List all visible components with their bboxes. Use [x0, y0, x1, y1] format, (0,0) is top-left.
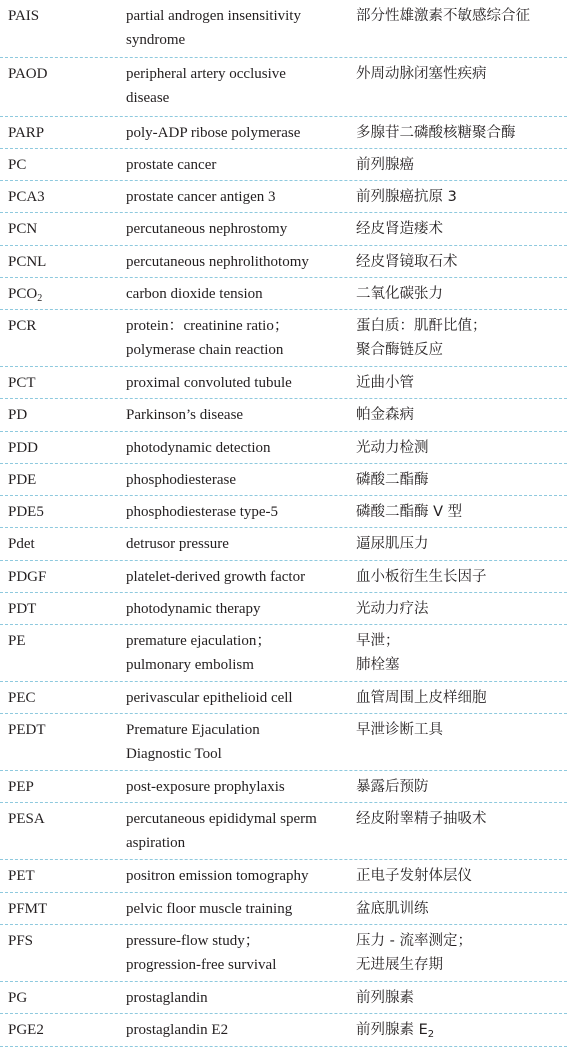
chinese-term: 光动力检测 [356, 440, 429, 456]
abbreviation: PC [8, 157, 27, 173]
table-row [0, 117, 567, 149]
abbreviation: PET [8, 868, 35, 884]
english-term: photodynamic detection [126, 440, 271, 456]
chinese-term: 压力 - 流率测定； 无进展生存期 [356, 933, 472, 973]
abbreviation: PAIS [8, 8, 40, 24]
english-term: partial androgen insensitivity syndrome [126, 8, 301, 48]
table-row [0, 982, 567, 1014]
table-row [0, 496, 567, 528]
english-term: prostate cancer [126, 157, 217, 173]
english-term: peripheral artery occlusive disease [126, 66, 286, 106]
table-row [0, 528, 567, 561]
english-term: Parkinson’s disease [126, 407, 244, 423]
abbreviation: PD [8, 407, 28, 423]
table-row [0, 803, 567, 860]
abbreviation: PCR [8, 318, 37, 334]
abbreviation: PCNL [8, 254, 47, 270]
english-term: percutaneous nephrolithotomy [126, 254, 309, 270]
table-row [0, 893, 567, 925]
abbreviation: PDE5 [8, 504, 44, 520]
table-row [0, 925, 567, 982]
chinese-term: 暴露后预防 [356, 779, 429, 795]
table-row [0, 58, 567, 117]
abbreviation: PARP [8, 125, 45, 141]
table-row [0, 625, 567, 682]
chinese-term: 磷酸二酯酶 [356, 472, 429, 488]
abbreviation: PDT [8, 601, 37, 617]
english-term: phosphodiesterase [126, 472, 236, 488]
chinese-term: 早泄诊断工具 [356, 722, 443, 738]
table-row [0, 213, 567, 246]
chinese-term: 多腺苷二磷酸核糖聚合酶 [356, 125, 516, 141]
chinese-term: 二氧化碳张力 [356, 286, 443, 302]
table-row [0, 149, 567, 181]
abbreviation: PEDT [8, 722, 46, 738]
abbreviation: PDD [8, 440, 39, 456]
abbreviation: PFMT [8, 901, 48, 917]
table-row [0, 310, 567, 367]
english-term: prostate cancer antigen 3 [126, 189, 276, 205]
english-term: post-exposure prophylaxis [126, 779, 285, 795]
abbreviation: PG [8, 990, 28, 1006]
english-term: Premature Ejaculation Diagnostic Tool [126, 722, 260, 762]
english-term: protein：creatinine ratio； polymerase chain reaction [126, 318, 289, 358]
chinese-term: 光动力疗法 [356, 601, 429, 617]
abbreviation: PESA [8, 811, 45, 827]
chinese-term: 盆底肌训练 [356, 901, 429, 917]
english-term: phosphodiesterase type-5 [126, 504, 279, 520]
chinese-term: 经皮肾造瘘术 [356, 221, 443, 237]
abbreviation: PFS [8, 933, 34, 949]
table-row [0, 464, 567, 496]
chinese-term: 前列腺癌 [356, 157, 414, 173]
table-row [0, 561, 567, 593]
abbreviation: Pdet [8, 536, 35, 552]
abbreviation: PCN [8, 221, 38, 237]
english-term: premature ejaculation； pulmonary embolism [126, 633, 272, 673]
chinese-term: 磷酸二酯酶 V 型 [356, 504, 463, 520]
chinese-term: 帕金森病 [356, 407, 414, 423]
english-term: positron emission tomography [126, 868, 309, 884]
english-term: photodynamic therapy [126, 601, 261, 617]
abbreviation: PAOD [8, 66, 48, 82]
english-term: prostaglandin [126, 990, 208, 1006]
abbreviation: PDE [8, 472, 37, 488]
english-term: perivascular epithelioid cell [126, 690, 293, 706]
chinese-term: 近曲小管 [356, 375, 414, 391]
english-term: percutaneous nephrostomy [126, 221, 288, 237]
chinese-term: 前列腺癌抗原 3 [356, 189, 457, 205]
english-term: pressure-flow study； progression-free survival [126, 933, 277, 973]
chinese-term: 早泄； 肺栓塞 [356, 633, 400, 673]
chinese-term: 前列腺素 [356, 990, 414, 1006]
abbreviation: PEP [8, 779, 34, 795]
table-row [0, 714, 567, 771]
abbreviation: PEC [8, 690, 36, 706]
table-row [0, 246, 567, 278]
table-row [0, 593, 567, 625]
abbreviation: PCT [8, 375, 36, 391]
table-row [0, 432, 567, 464]
table-row [0, 367, 567, 399]
chinese-term: 逼尿肌压力 [356, 536, 429, 552]
english-term: proximal convoluted tubule [126, 375, 292, 391]
english-term: detrusor pressure [126, 536, 229, 552]
table-row [0, 860, 567, 893]
chinese-term: 经皮肾镜取石术 [356, 254, 458, 270]
chinese-term: 前列腺素 $E_2$ [356, 1022, 435, 1040]
table-row [0, 278, 567, 310]
abbreviation: PE [8, 633, 26, 649]
table-row [0, 399, 567, 432]
chinese-term: 血管周围上皮样细胞 [356, 690, 487, 706]
chinese-term: 外周动脉闭塞性疾病 [356, 66, 487, 82]
abbreviation: PDGF [8, 569, 47, 585]
abbreviation: PCA3 [8, 189, 45, 205]
abbreviation: PGE2 [8, 1022, 44, 1038]
table-row [0, 1014, 567, 1047]
chinese-term: 经皮附睾精子抽吸术 [356, 811, 487, 827]
table-row [0, 0, 567, 58]
english-term: poly-ADP ribose polymerase [126, 125, 301, 141]
chinese-term: 正电子发射体层仪 [356, 868, 472, 884]
english-term: percutaneous epididymal sperm aspiration [126, 811, 317, 851]
table-row [0, 181, 567, 213]
table-row [0, 771, 567, 803]
chinese-term: 血小板衍生生长因子 [356, 569, 487, 585]
english-term: pelvic floor muscle training [126, 901, 293, 917]
table-row [0, 682, 567, 714]
english-term: prostaglandin E2 [126, 1022, 229, 1038]
chinese-term: 蛋白质：肌酐比值； 聚合酶链反应 [356, 318, 487, 358]
abbreviation: $PCO_2$ [8, 286, 43, 304]
english-term: platelet-derived growth factor [126, 569, 306, 585]
english-term: carbon dioxide tension [126, 286, 263, 302]
chinese-term: 部分性雄激素不敏感综合征 [356, 8, 530, 24]
